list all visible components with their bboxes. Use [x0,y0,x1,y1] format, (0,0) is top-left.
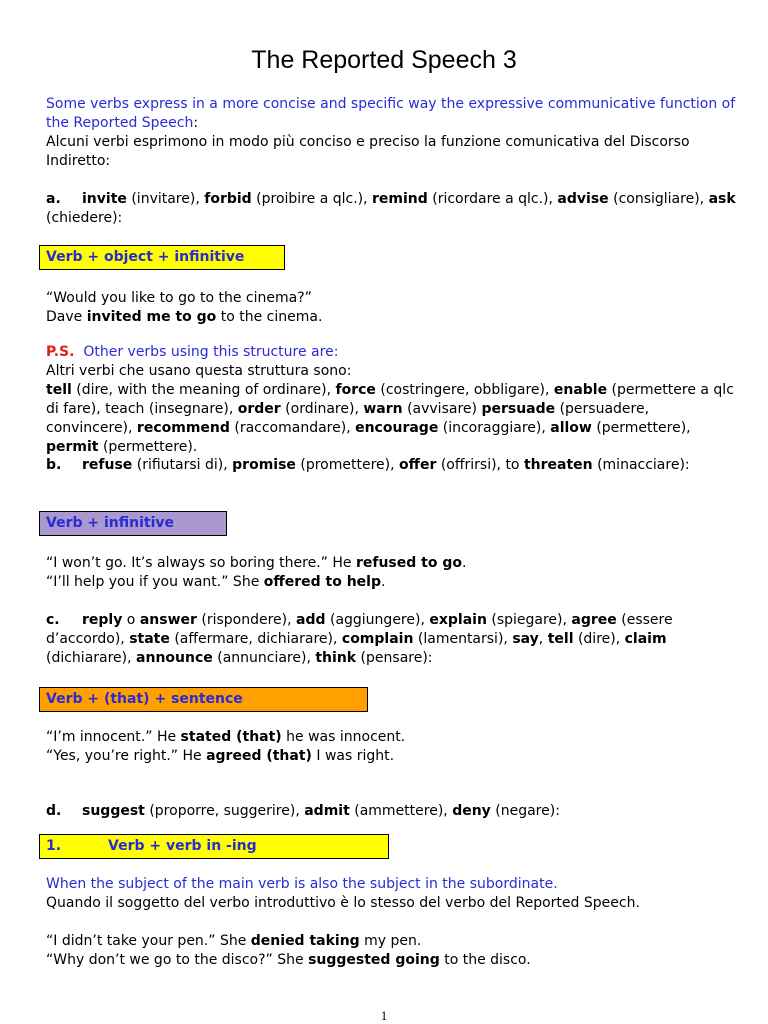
verb-translation: (minacciare): [592,457,690,473]
verb-translation: (spiegare), [486,612,572,628]
ps-paragraph: P.S. Other verbs using this structure are: Altri verbi che usano questa struttura sono: tell (dire, with the meaning of ordinare), force (costringere, obbligare), enable (permettere a qlc di fare), teach (insegnare), order (ordinare), warn (avvisare) persuade (persuadere, convincere), recommend (raccomandare), encourage (incoraggiare), allow (permettere), permit (permettere). [46,344,734,455]
ps-label: P.S. [46,344,75,360]
verb-translation: (avvisare) [402,401,482,417]
verb-term: ask [708,191,736,207]
verb-translation: (permettere). [98,439,198,455]
structure-box-verb-that-sentence: Verb + (that) + sentence [39,687,368,712]
verb-term: explain [429,612,487,628]
verb-term: add [296,612,326,628]
structure-box-verb-infinitive: Verb + infinitive [39,511,227,536]
section-a-examples: “Would you like to go to the cinema?” Dave invited me to go to the cinema. [46,290,323,325]
verb-term: answer [139,612,197,628]
verb-translation: (ricordare a qlc.), [427,191,558,207]
verb-translation: (pensare): [356,650,433,666]
verb-translation: (offrirsi), to [436,457,524,473]
verb-translation: (consigliare), [608,191,709,207]
verb-translation: (rispondere), [196,612,297,628]
verb-term: threaten [523,457,593,473]
verb-translation: (promettere), [295,457,400,473]
section-d-label: d. [46,803,62,819]
verb-translation: (incoraggiare), [438,420,551,436]
verb-translation: (invitare), [126,191,205,207]
section-b-label: b. [46,457,62,473]
verb-translation: (chiedere): [46,210,123,226]
verb-translation: (persuadere, convincere), [46,401,650,436]
verb-translation: (raccomandare), [229,420,356,436]
verb-translation: (permettere a qlc di fare), teach (insegnare), [46,382,734,417]
verb-term: advise [557,191,609,207]
verb-translation: , [538,631,548,647]
verb-translation: (rifiutarsi di), [132,457,233,473]
verb-translation: (ordinare), [280,401,364,417]
section-a-verbs [46,190,736,228]
verb-translation: (permettere), [591,420,691,436]
verb-term: forbid [204,191,252,207]
section-d-examples: “I didn’t take your pen.” She denied taking my pen. “Why don’t we go to the disco?” She suggested going to the disco. [46,933,531,968]
verb-translation: (aggiungere), [325,612,430,628]
verb-term: announce [136,650,213,666]
verb-term: warn [363,401,403,417]
verb-term: allow [550,420,592,436]
section-b-examples: “I won’t go. It’s always so boring there.” He refused to go. “I’ll help you if you want.” She offered to help. [46,555,467,590]
section-a-label: a. [46,191,61,207]
verb-term: think [315,650,357,666]
verb-term: say [512,631,539,647]
verb-term: encourage [355,420,439,436]
verb-term: refuse [82,457,133,473]
verb-translation: (costringere, obbligare), [375,382,554,398]
verb-term: order [237,401,281,417]
structure-box-verb-ing: 1. Verb + verb in -ing [39,834,389,859]
verb-term: agree [571,612,617,628]
intro-english: Some verbs express in a more concise and specific way the expressive communicative function of the Reported Speech [46,96,736,131]
verb-term: reply [82,612,123,628]
verb-term: offer [399,457,437,473]
verb-translation: (negare): [490,803,560,819]
intro-paragraph: Some verbs express in a more concise and specific way the expressive communicative function of the Reported Speech: Alcuni verbi esprimono in modo più conciso e preciso la funzione comunicativa del Discorso Indiretto: [46,96,736,169]
verb-translation: (proporre, suggerire), [144,803,305,819]
verb-term: invite [82,191,127,207]
section-d-verbs [46,802,736,821]
verb-translation: o [122,612,140,628]
verb-translation: (essere d’accordo), [46,612,673,647]
verb-translation: (dire, with the meaning of ordinare), [71,382,336,398]
verb-term: tell [547,631,574,647]
verb-term: complain [341,631,414,647]
section-b-verbs [46,456,736,475]
verb-term: recommend [136,420,230,436]
verb-term: permit [46,439,99,455]
verb-term: enable [553,382,608,398]
verb-term: state [129,631,170,647]
verb-translation: (affermare, dichiarare), [169,631,342,647]
verb-term: remind [372,191,428,207]
page-number: 1 [380,1008,388,1023]
verb-translation: (ammettere), [349,803,453,819]
verb-term: suggest [82,803,145,819]
page-title: The Reported Speech 3 [251,46,517,74]
verb-translation: (proibire a qlc.), [251,191,373,207]
verb-translation: (dire), [573,631,625,647]
intro-italian: Alcuni verbi esprimono in modo più conciso e preciso la funzione comunicativa del Discorso Indiretto: [46,134,690,169]
verb-term: promise [232,457,296,473]
verb-term: claim [624,631,667,647]
verb-term: admit [304,803,350,819]
verb-term: tell [46,382,72,398]
section-c-verbs [46,611,736,668]
verb-term: force [335,382,376,398]
section-c-examples: “I’m innocent.” He stated (that) he was innocent. “Yes, you’re right.” He agreed (that) I was right. [46,729,406,764]
structure-box-verb-object-infinitive: Verb + object + infinitive [39,245,285,270]
section-c-label: c. [46,612,60,628]
verb-translation: (annunciare), [212,650,316,666]
section-d-note: When the subject of the main verb is also the subject in the subordinate. Quando il soggetto del verbo introduttivo è lo stesso del verbo del Reported Speech. [46,876,640,911]
verb-translation: (lamentarsi), [413,631,513,647]
verb-term: persuade [481,401,556,417]
verb-translation: (dichiarare), [46,650,137,666]
verb-term: deny [452,803,491,819]
